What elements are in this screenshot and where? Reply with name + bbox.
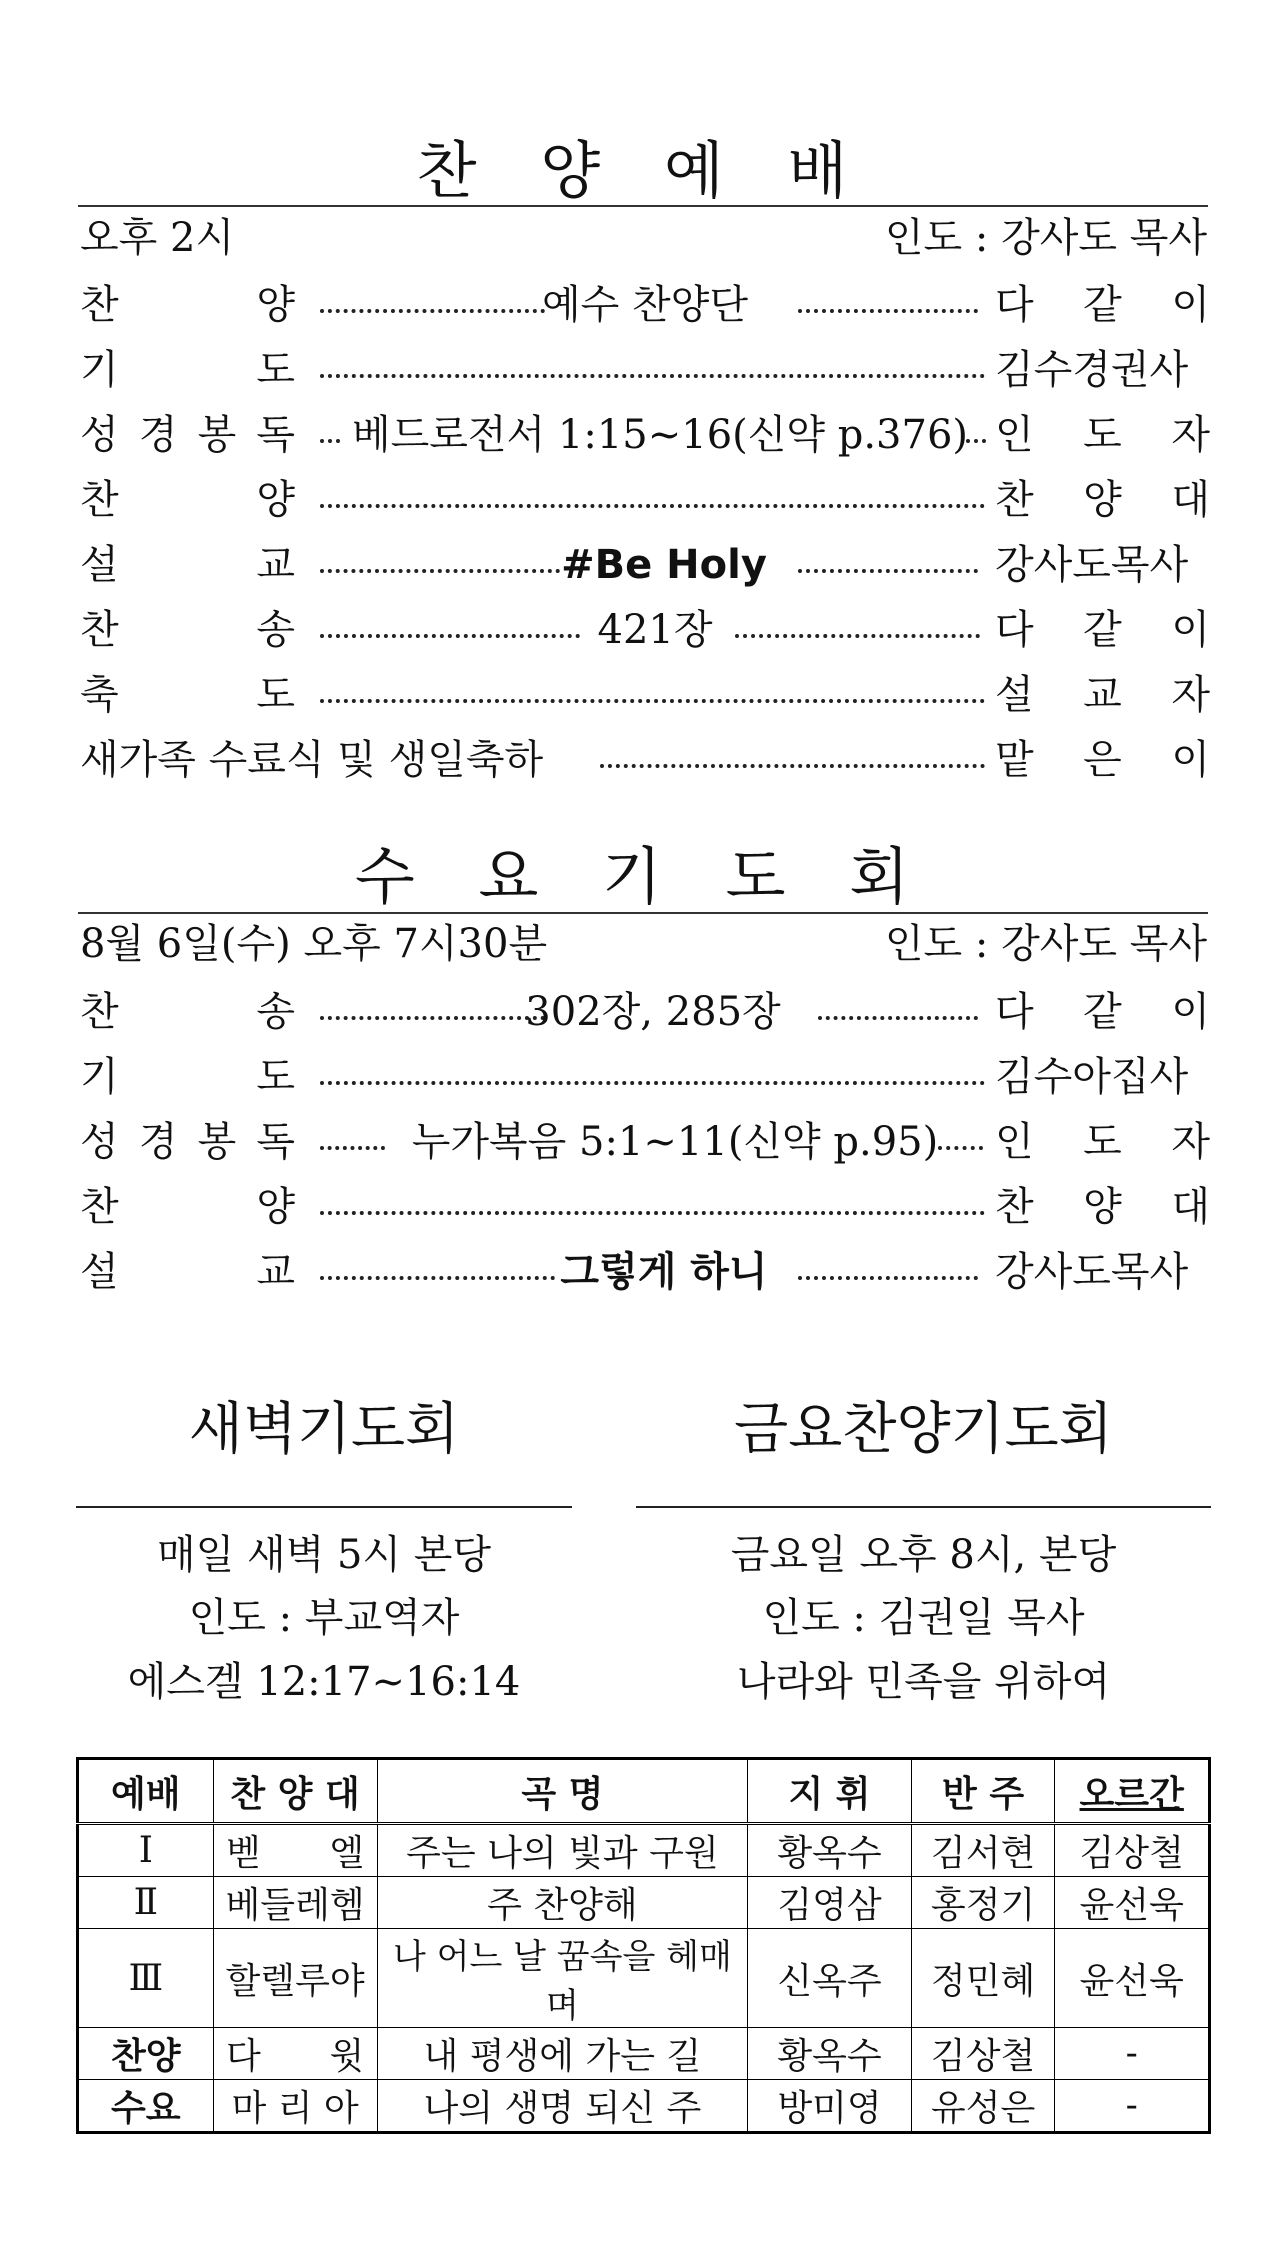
- order-label: 기 도: [80, 1054, 295, 1100]
- cell-choir: 베들레헴: [213, 1877, 377, 1929]
- sermon-title: 그렇게 하니: [560, 1249, 768, 1295]
- dot-leader: [818, 1016, 978, 1020]
- order-content: 베드로전서 1:15~16(신약 p.376): [351, 412, 969, 458]
- wednesday-service-rule: [78, 912, 1208, 914]
- header-organ: 오르간: [1055, 1759, 1210, 1824]
- dot-leader: [966, 439, 986, 443]
- order-row: [80, 982, 1210, 1042]
- header-song: 곡 명: [377, 1759, 748, 1824]
- cell-choir: 할렐루야: [213, 1929, 377, 2028]
- dot-leader: [320, 374, 985, 378]
- header-accompanist: 반 주: [911, 1759, 1055, 1824]
- order-person: 찬 양 대: [995, 1184, 1210, 1230]
- dot-leader: [320, 1146, 385, 1150]
- friday-prayer-title: 금요찬양기도회: [734, 1397, 1113, 1462]
- cell-accompanist: 유성은: [911, 2080, 1055, 2133]
- dot-leader: [735, 634, 980, 638]
- order-person: 찬 양 대: [995, 477, 1210, 523]
- dot-leader: [320, 309, 545, 313]
- cell-choir: 마 리 아: [213, 2080, 377, 2133]
- sermon-title: #Be Holy: [561, 542, 767, 588]
- table-row: [78, 1824, 1210, 1877]
- order-label: 성 경 봉 독: [80, 412, 295, 458]
- cell-conductor: 김영삼: [748, 1877, 912, 1929]
- order-row: [80, 1047, 1210, 1107]
- order-content: 예수 찬양단: [542, 282, 748, 328]
- cell-organ: 윤선욱: [1055, 1929, 1210, 2028]
- cell-song: 주 찬양해: [377, 1877, 748, 1929]
- order-row: [80, 600, 1210, 660]
- order-person: 강사도목사: [995, 1249, 1189, 1295]
- cell-service: Ⅰ: [78, 1824, 214, 1877]
- cell-choir: 다 윗: [213, 2028, 377, 2080]
- cell-service: 찬양: [78, 2028, 214, 2080]
- cell-service: Ⅱ: [78, 1877, 214, 1929]
- order-label: 찬 송: [80, 607, 295, 653]
- cell-song: 내 평생에 가는 길: [377, 2028, 748, 2080]
- order-label: 설 교: [80, 1249, 295, 1295]
- dot-leader: [798, 1276, 978, 1280]
- dawn-prayer-line: 매일 새벽 5시 본당: [156, 1532, 492, 1578]
- friday-prayer-line: 인도 : 김권일 목사: [762, 1595, 1085, 1641]
- dawn-prayer-title: 새벽기도회: [188, 1397, 460, 1462]
- dot-leader: [798, 309, 978, 313]
- dot-leader: [938, 1146, 983, 1150]
- order-label: 축 도: [80, 672, 295, 718]
- order-content: 누가복음 5:1~11(신약 p.95): [411, 1119, 939, 1165]
- cell-conductor: 방미영: [748, 2080, 912, 2133]
- cell-organ: 김상철: [1055, 1824, 1210, 1877]
- order-content: 302장, 285장: [525, 989, 781, 1035]
- order-person: 인 도 자: [995, 1119, 1210, 1165]
- order-person: 맡 은 이: [995, 737, 1210, 783]
- order-label: 찬 양: [80, 282, 295, 328]
- table-row: [78, 2080, 1210, 2133]
- cell-service: Ⅲ: [78, 1929, 214, 2028]
- table-row: [78, 1929, 1210, 2028]
- dot-leader: [320, 699, 985, 703]
- wednesday-service-title: 수 요 기 도 회: [354, 840, 932, 913]
- dot-leader: [320, 1081, 985, 1085]
- dawn-prayer-rule: [76, 1506, 572, 1508]
- order-person: 다 같 이: [995, 989, 1210, 1035]
- order-row: [80, 405, 1210, 465]
- order-person: 다 같 이: [995, 607, 1210, 653]
- dot-leader: [320, 1276, 555, 1280]
- cell-accompanist: 정민혜: [911, 1929, 1055, 2028]
- order-label: 설 교: [80, 542, 295, 588]
- cell-choir: 벧 엘: [213, 1824, 377, 1877]
- praise-service-time: 오후 2시: [80, 215, 235, 261]
- table-row: [78, 2028, 1210, 2080]
- friday-prayer-line: 나라와 민족을 위하여: [736, 1659, 1111, 1705]
- praise-service-rule: [78, 205, 1208, 207]
- cell-organ: 윤선욱: [1055, 1877, 1210, 1929]
- choir-schedule-table: [76, 1757, 1211, 2134]
- order-person: 설 교 자: [995, 672, 1210, 718]
- friday-prayer-line: 금요일 오후 8시, 본당: [730, 1532, 1117, 1578]
- order-row: [80, 730, 1210, 790]
- cell-accompanist: 김상철: [911, 2028, 1055, 2080]
- dot-leader: [320, 504, 985, 508]
- order-person: 강사도목사: [995, 542, 1189, 588]
- dot-leader: [320, 1211, 985, 1215]
- order-person: 김수경권사: [995, 347, 1189, 393]
- order-label: 성 경 봉 독: [80, 1119, 295, 1165]
- cell-song: 나의 생명 되신 주: [377, 2080, 748, 2133]
- header-choir: 찬 양 대: [213, 1759, 377, 1824]
- dot-leader: [320, 569, 560, 573]
- order-content: 421장: [597, 607, 713, 653]
- praise-service-leader: 인도 : 강사도 목사: [884, 215, 1207, 261]
- order-label: 찬 양: [80, 477, 295, 523]
- cell-accompanist: 김서현: [911, 1824, 1055, 1877]
- order-label: 기 도: [80, 347, 295, 393]
- order-row: [80, 665, 1210, 725]
- dot-leader: [320, 634, 580, 638]
- dawn-prayer-line: 인도 : 부교역자: [188, 1595, 460, 1641]
- order-person: 인 도 자: [995, 412, 1210, 458]
- cell-service: 수요: [78, 2080, 214, 2133]
- order-label: 찬 송: [80, 989, 295, 1035]
- order-label: 새가족 수료식 및 생일축하: [80, 737, 544, 783]
- friday-prayer-rule: [636, 1506, 1211, 1508]
- cell-conductor: 신옥주: [748, 1929, 912, 2028]
- table-header-row: [78, 1759, 1210, 1824]
- wednesday-service-leader: 인도 : 강사도 목사: [884, 921, 1207, 967]
- dot-leader: [320, 1016, 545, 1020]
- order-person: 다 같 이: [995, 282, 1210, 328]
- praise-service-title: 찬 양 예 배: [416, 134, 870, 207]
- order-row: [80, 1177, 1210, 1237]
- cell-organ: -: [1055, 2080, 1210, 2133]
- order-row: [80, 275, 1210, 335]
- order-row: [80, 1112, 1210, 1172]
- cell-song: 주는 나의 빛과 구원: [377, 1824, 748, 1877]
- header-conductor: 지 휘: [748, 1759, 912, 1824]
- order-row: [80, 535, 1210, 595]
- order-row: [80, 470, 1210, 530]
- dot-leader: [600, 764, 985, 768]
- dot-leader: [320, 439, 340, 443]
- table-row: [78, 1877, 1210, 1929]
- cell-accompanist: 홍정기: [911, 1877, 1055, 1929]
- dawn-prayer-line: 에스겔 12:17~16:14: [127, 1659, 521, 1705]
- wednesday-service-time: 8월 6일(수) 오후 7시30분: [80, 921, 548, 967]
- cell-conductor: 황옥수: [748, 2028, 912, 2080]
- dot-leader: [798, 569, 978, 573]
- order-person: 김수아집사: [995, 1054, 1189, 1100]
- cell-organ: -: [1055, 2028, 1210, 2080]
- order-row: [80, 1242, 1210, 1302]
- order-row: [80, 340, 1210, 400]
- header-service: 예배: [78, 1759, 214, 1824]
- order-label: 찬 양: [80, 1184, 295, 1230]
- cell-conductor: 황옥수: [748, 1824, 912, 1877]
- cell-song: 나 어느 날 꿈속을 헤매며: [377, 1929, 748, 2028]
